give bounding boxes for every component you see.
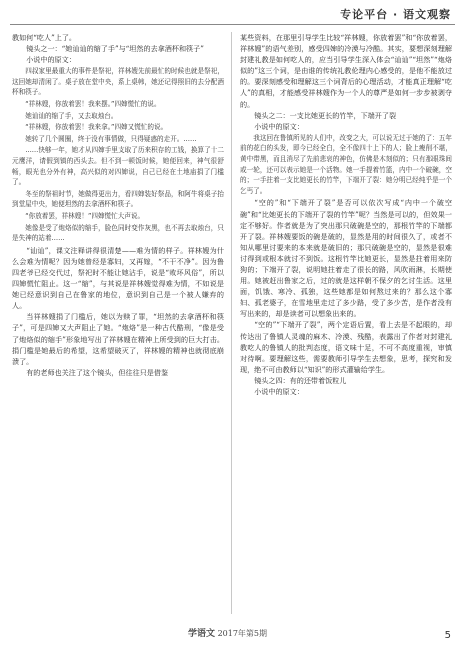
quoted-passage: ……快够一年，她才从四婶手里支取了历来积存的工钱，换算了十二元鹰洋，请假到镇的西头去。但不到一顿饭时候，她便回来，神气很舒畅，眼光也分外有神，高兴似的对四婶说，自己已经在土地庙捐了门槛了。: [12, 146, 224, 187]
page-number: 5: [444, 630, 451, 641]
magazine-title: 学语文: [188, 629, 216, 639]
column-divider: [231, 32, 232, 614]
paragraph: “空的”和“下端开了裂”是否可以依次写成“内中一个破空碗”和“比她更长的下端开了裂的竹竿”呢？当然是可以的，但效果一定不够好。作者就是为了突出那只破碗是空的，那根竹竿的下端都开了裂。祥林嫂要饭的碗是破的，显然是用的时间很久了，或者不知从哪里讨要来的本来就是破旧的；那只破碗是空的，显然是很难讨得到或根本就讨不到饭。这根竹竿比她更长，显然是拄着用来防狗的；下端开了裂，说明她拄着走了很长的路，风吹雨淋，长期使用。她被赶出鲁家之后，过的就是这样朝不保夕的乞讨生活。这里面，饥饿、寒冷、孤独，这些她都是如何熬过来的？那么这个寡妇、孤老婆子，在雪地里走过了多少路，受了多少苦，是作者没有写出来的，却是读者可以想象出来的。: [240, 198, 452, 319]
issue-label: 2017年第5期: [217, 629, 268, 638]
quoted-passage: “祥林嫂，你放着罢！我来拿。”四婶又慌忙的说。: [25, 123, 168, 132]
quoted-passage: 我这回在鲁镇所见的人们中，改变之大，可以说无过于她的了：五年前的花白的头发，即今已经全白，全不像四十上下的人；脸上瘦削不堪，黄中带黑，而且消尽了先前悲哀的神色，仿佛是木刻似的；只有那眼珠间或一轮，还可以表示她是一个活物。她一手提着竹篮，内中一个破碗，空的；一手拄着一支比她更长的竹竿，下端开了裂：她分明已经纯乎是一个乞丐了。: [240, 133, 452, 195]
left-column: [12, 32, 224, 614]
paragraph: 某些资料，在那里引导学生比较“祥林嫂，你放着罢”和“你放着罢，祥林嫂”的语气差别，感受四婶的冷漠与冷酷。其实，要想深刻理解封建礼教是如何吃人的，应当引导学生深入体会“讪讪”“坦然”“炮烙似的”这三个词，是由谁的传统礼教伦理内心感受的，是他不能放过的。要深刻感受和理解这三个词背后的心理活动，才能真正理解“吃人”的真相，才能感受祥林嫂作为一个人的尊严是如何一步步被剥夺的。: [240, 33, 452, 109]
quoted-passage: “你放着罢，祥林嫂！”四婶慌忙大声说。: [25, 212, 145, 220]
quoted-passage: 她转了几个圆圈，终于没有事情做，只得疑惑的走开。……: [25, 134, 197, 143]
paragraph: “空的”“下端开了裂”，两个定语后置，看上去是不起眼的，却传达出了鲁镇人灵魂的麻木、冷漠、残酷，表露出了作者对封建礼教吃人的鲁镇人的批判态度，语文味十足，不可不高度重视，审慎对待啊。要理解这些，需要教师引导学生去想象，思考，探究和发现，绝不可由教师以“知识”的形式灌输给学生。: [240, 320, 452, 374]
paragraph: 当祥林嫂捐了门槛后，她以为赎了罪，“坦然的去拿酒杯和筷子”，可是四婶又大声阻止了她。“炮烙”是一种古代酷刑，“像是受了炮烙似的缩手”形象地写出了祥林嫂在精神上所受到的巨大打击。捐门槛是她最后的希望，这希望破灭了，祥林嫂的精神也就彻底崩溃了。: [12, 312, 224, 366]
quoted-passage: 她讪讪的缩了手，又去取烛台。: [25, 111, 118, 120]
paragraph: 小说中的原文：: [254, 387, 304, 396]
paragraph: 镜头之一：“她讪讪的缩了手”与“坦然的去拿酒杯和筷子”: [26, 44, 204, 54]
page-footer: [0, 625, 465, 641]
paragraph: 有的老师也关注了这个镜头，但往往只是借鉴: [26, 367, 169, 377]
magazine-info: [188, 626, 267, 639]
quoted-passage: “祥林嫂，你放着罢！我来摆。”四婶慌忙的说。: [25, 100, 161, 109]
paragraph: 小说中的原文：: [254, 121, 304, 131]
quoted-passage: 冬至的祭祖时节，她做得更出力，看四婶装好祭品，和阿牛将桌子抬到堂屋中央，她便坦然的去拿酒杯和筷子。: [12, 189, 224, 209]
quoted-passage: 四叔家里最重大的事件是祭祀，祥林嫂先前最忙的时候也就是祭祀，这回她却清闲了。桌子放在堂中央，系上桌帏，她还记得照旧的去分配酒杯和筷子。: [12, 67, 224, 97]
paragraph: 镜头之二：一支比她更长的竹竿，下端开了裂: [254, 110, 397, 120]
header-rule: [10, 24, 455, 25]
paragraph: 小说中的原文：: [26, 55, 76, 65]
paragraph: 教如何“吃人”上了。: [12, 33, 77, 42]
paragraph: 镜头之四：有的还带着饭粒儿: [254, 375, 347, 385]
right-column: [240, 32, 452, 614]
section-header: 专论平台 · 语文观察: [340, 8, 451, 21]
paragraph: “讪讪”，课文注释讲得很清楚——难为情的样子。祥林嫂为什么会难为情呢？因为她曾经是寡妇，又再嫁，“不干不净”。因为鲁四老爷已经交代过，祭祀时不能让她沾手，说是“败坏风俗”，所以四婶慌忙阻止。这一“缩”，与其说是祥林嫂觉得难为情，不如说是她已经意识到自己在鲁家的地位，意识到自己是一个被人嫌弃的人。: [12, 245, 224, 311]
quoted-passage: 她像是受了炮烙似的缩手，脸色同时变作灰黑，也不再去取烛台，只是失神的站着……: [12, 223, 224, 243]
